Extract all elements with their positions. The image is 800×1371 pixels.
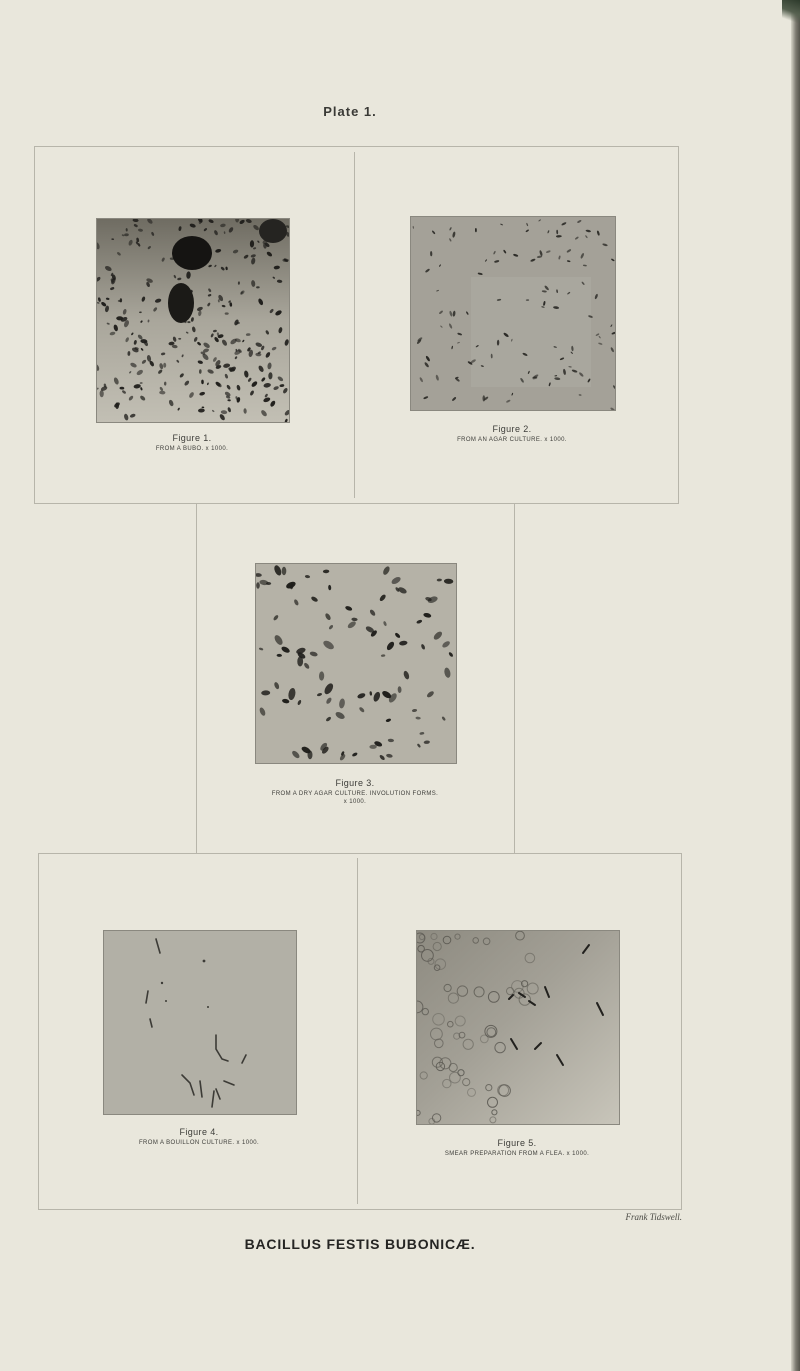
page-edge-shadow [791, 0, 800, 1371]
figure-1-photo [96, 218, 290, 423]
figure-5-photo [416, 930, 620, 1125]
figure-1-desc: FROM A BUBO. x 1000. [155, 446, 229, 452]
figure-3-magnification: x 1000. [343, 799, 367, 805]
figure-5-desc: SMEAR PREPARATION FROM A FLEA. x 1000. [444, 1151, 590, 1157]
figure-5-label: Figure 5. [497, 1138, 537, 1148]
figure-5-caption [386, 1138, 648, 1157]
artist-signature: Frank Tidswell. [625, 1212, 682, 1222]
middle-panel-left-rule [196, 503, 197, 853]
figure-2-label: Figure 2. [492, 424, 532, 434]
figure-2-photo [410, 216, 616, 411]
figure-4-label: Figure 4. [179, 1127, 219, 1137]
figure-3-desc: FROM A DRY AGAR CULTURE. INVOLUTION FORMS. [271, 791, 439, 797]
figure-3-caption [225, 778, 485, 805]
figure-4-caption [88, 1127, 310, 1146]
plate-main-title: BACILLUS FESTIS BUBONICÆ. [244, 1236, 476, 1252]
figure-3-photo [255, 563, 457, 764]
figure-2-caption [400, 424, 624, 443]
figure-1-caption [96, 433, 288, 452]
top-panel-divider [354, 152, 355, 498]
figure-4-photo [103, 930, 297, 1115]
plate-title: Plate 1. [323, 104, 377, 119]
figure-4-desc: FROM A BOUILLON CULTURE. x 1000. [138, 1140, 260, 1146]
page-corner-shadow [782, 0, 800, 26]
bottom-panel-divider [357, 858, 358, 1204]
figure-3-label: Figure 3. [335, 778, 375, 788]
figure-2-desc: FROM AN AGAR CULTURE. x 1000. [457, 437, 567, 443]
figure-1-label: Figure 1. [172, 433, 212, 443]
middle-panel-right-rule [514, 503, 515, 853]
